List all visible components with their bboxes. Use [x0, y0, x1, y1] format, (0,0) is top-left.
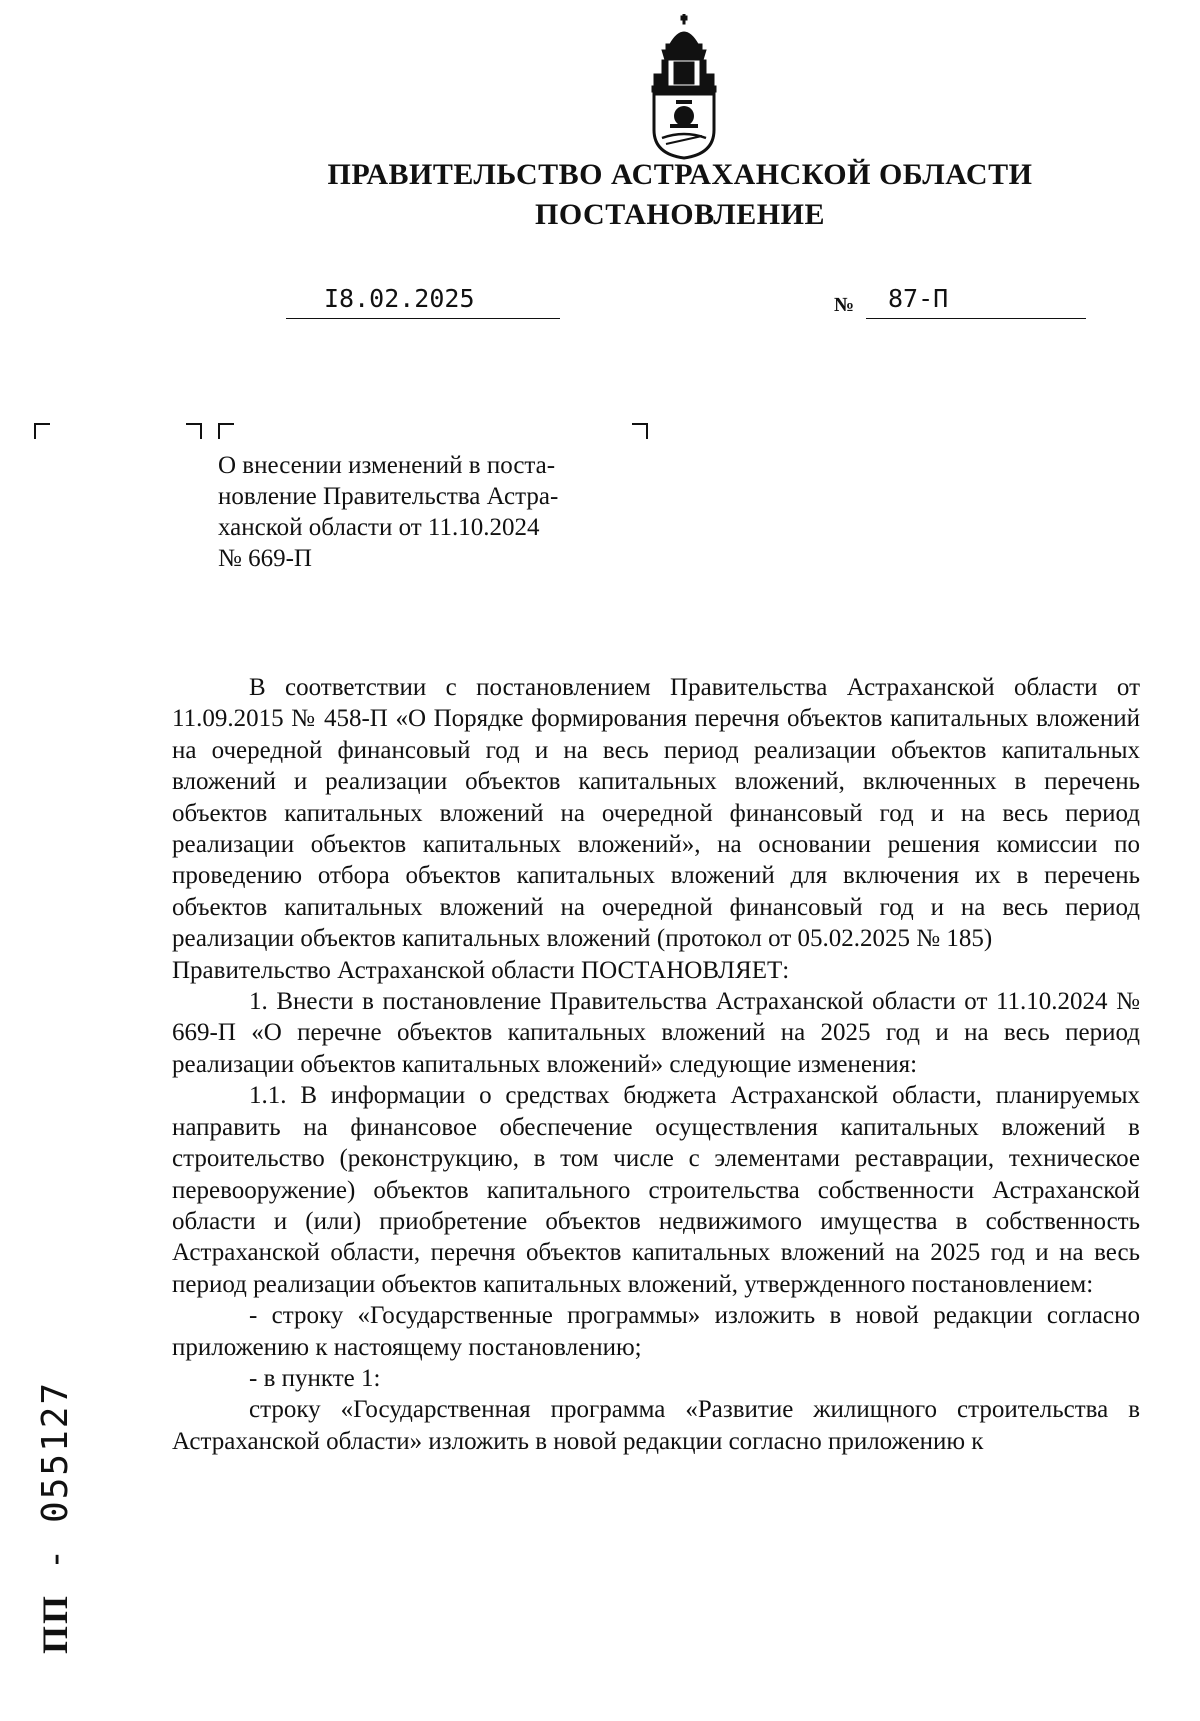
list-item-point-1: - в пункте 1: — [249, 1364, 381, 1392]
subject-block-corner-mark-left-close — [186, 423, 202, 439]
document-number-field — [866, 284, 1086, 319]
housing-program-paragraph: строку «Государственная программа «Развитие жилищного строительства в Астраханской области» изложить в новой редакции согласно приложению к — [172, 1396, 1140, 1455]
number-sign: № — [834, 294, 855, 316]
serial-prefix: ПП — [35, 1593, 75, 1654]
coat-of-arms-emblem — [640, 14, 728, 160]
left-margin-corner-mark — [34, 423, 50, 439]
resolution-statement: Правительство Астраханской области ПОСТАНОВЛЯЕТ: — [172, 956, 790, 984]
document-serial-number — [34, 1381, 76, 1654]
document-date-field — [286, 284, 560, 319]
document-body — [172, 672, 1140, 1457]
subject-line: О внесении изменений в поста- — [218, 452, 556, 479]
document-type-title: ПОСТАНОВЛЕНИЕ — [535, 198, 825, 231]
serial-number: - 055127 — [35, 1380, 76, 1571]
organization-title: ПРАВИТЕЛЬСТВО АСТРАХАНСКОЙ ОБЛАСТИ — [327, 158, 1033, 191]
document-subject — [218, 450, 618, 574]
clause-1: 1. Внести в постановление Правительства Астраханской области от 11.10.2024 № 669-П «О перечне объектов капитальных вложений на 2025 год и на весь период реализации объектов капитальных вложений» следующие изменения: — [172, 988, 1140, 1078]
subject-line: новление Правительства Астра- — [218, 483, 559, 510]
preamble-paragraph: В соответствии с постановлением Правительства Астраханской области от 11.09.2015 № 458-П «О Порядке формирования перечня объектов капитальных вложений на очередной финансовый год и на весь период реализации объектов капитальных вложений и реализации объектов капитальных вложений, включенных в перечень объектов капитальных вложений на очередной финансовый год и на весь период реализации объектов капитальных вложений», на основании решения комиссии по проведению отбора объектов капитальных вложений для включения их в перечень объектов капитальных вложений на очередной финансовый год и на весь период реализации объектов капитальных вложений (протокол от 05.02.2025 № 185) — [172, 674, 1140, 953]
subject-line: ханской области от 11.10.2024 — [218, 514, 540, 541]
clause-1-1: 1.1. В информации о средствах бюджета Астраханской области, планируемых направить на финансовое обеспечение осуществления капитальных вложений в строительство (реконструкцию, в том числе с элементами реставрации, техническое перевооружение) объектов капитального строительства собственности Астраханской области и (или) приобретение объектов недвижимого имущества в собственность Астраханской области, перечня объектов капитальных вложений на 2025 год и на весь период реализации объектов капитальных вложений, утвержденного постановлением: — [172, 1082, 1140, 1298]
list-item-state-programs: - строку «Государственные программы» изложить в новой редакции согласно приложению к настоящему постановлению; — [172, 1302, 1140, 1361]
subject-block-corner-mark-open — [218, 423, 234, 439]
subject-block-corner-mark-close — [632, 423, 648, 439]
document-number: 87-П — [888, 284, 949, 313]
document-date: I8.02.2025 — [324, 284, 475, 313]
subject-line: № 669-П — [218, 545, 312, 572]
